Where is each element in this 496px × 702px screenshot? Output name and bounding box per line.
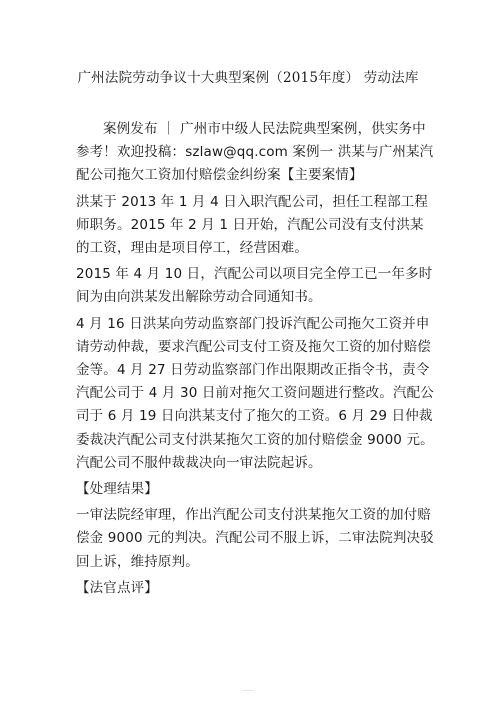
case-facts-paragraph-3: 4 月 16 日洪某向劳动监察部门投诉汽配公司拖欠工资并申请劳动仲裁，要求汽配公司支付工资及拖欠工资的加付赔偿金等。4 月 27 日劳动监察部门作出限期改正指令书，责令汽配公司于 4 月 30 日前对拖欠工资问题进行整改。汽配公司于 6 月 19 日向洪某支付了拖欠的工资。6 月 29 日仲裁委裁决汽配公司支付洪某拖欠工资的加付赔偿金 9000 元。汽配公司不服仲裁裁决向一审法院起诉。 <box>76 315 434 471</box>
case-facts-paragraph-1: 洪某于 2013 年 1 月 4 日入职汽配公司，担任工程部工程师职务。2015 年 2 月 1 日开始，汽配公司没有支付洪某的工资，理由是项目停工，经营困难。 <box>76 193 429 257</box>
result-heading: 【处理结果】 <box>76 481 158 498</box>
document-title: 广州法院劳动争议十大典型案例（2015年度） 劳动法库 <box>77 70 419 86</box>
intro-paragraph: 案例发布 ｜ 广州市中级人民法院典型案例，供实务中参考！欢迎投稿：szlaw@qq.com 案例一 洪某与广州某汽配公司拖欠工资加付赔偿金纠纷案【主要案情】 <box>76 121 434 184</box>
case-facts-paragraph-2: 2015 年 4 月 10 日，汽配公司以项目完全停工已一年多时间为由向洪某发出解除劳动合同通知书。 <box>76 266 433 306</box>
judge-comment-heading: 【法官点评】 <box>76 579 158 596</box>
result-paragraph: 一审法院经审理，作出汽配公司支付洪某拖欠工资的加付赔偿金 9000 元的判决。汽配公司不服上诉，二审法院判决驳回上诉，维持原判。 <box>76 507 434 570</box>
document-body <box>76 118 434 600</box>
page-footer-mark <box>242 690 254 691</box>
